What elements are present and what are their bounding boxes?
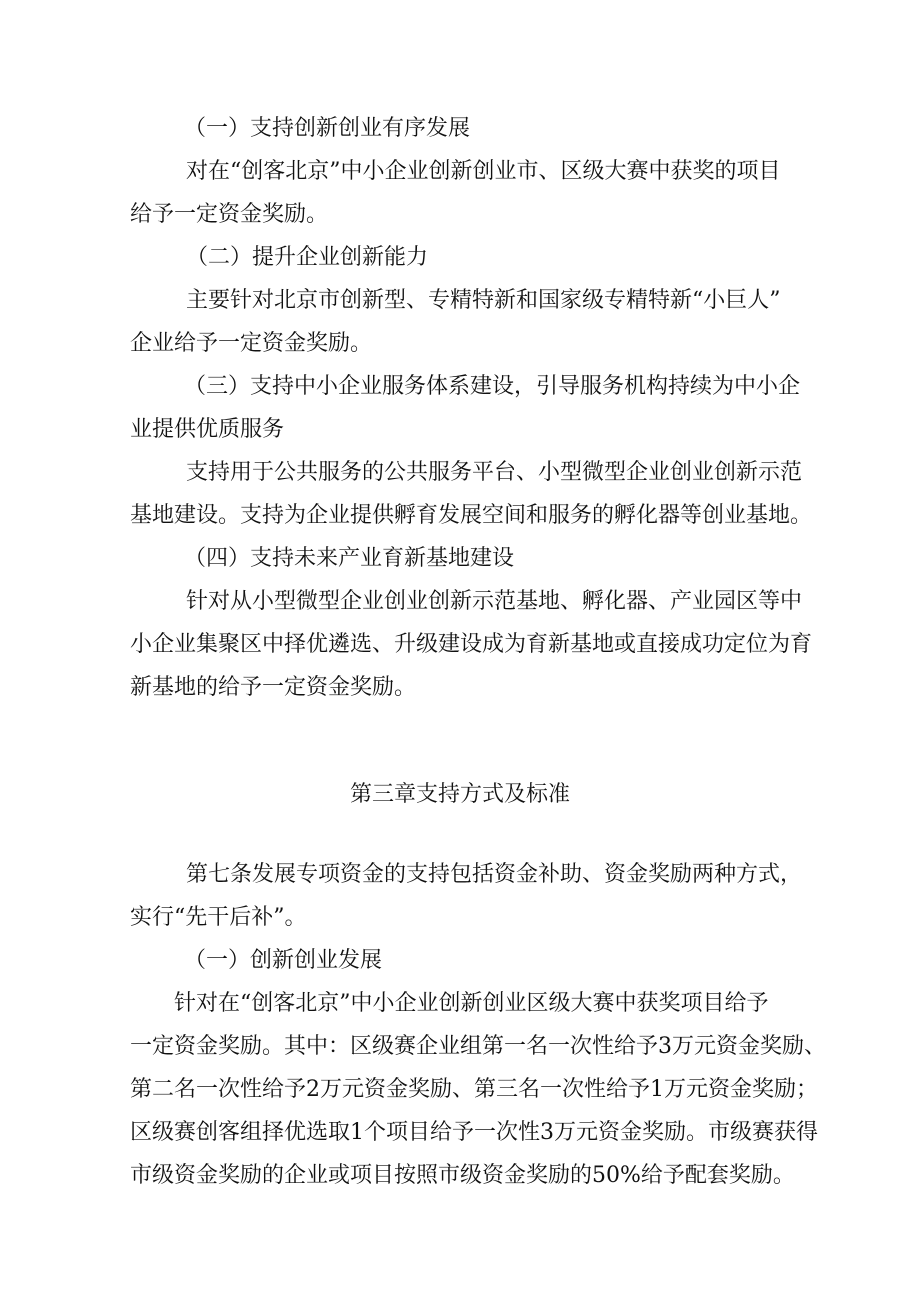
paragraph-line: 第二名一次性给予2万元资金奖励、第三名一次性给予1万元资金奖励； [130,1077,818,1102]
paragraph-line: 一定资金奖励。其中：区级赛企业组第一名一次性给予3万元资金奖励、 [130,1034,826,1059]
paragraph-line: 区级赛创客组择优选取1个项目给予一次性3万元资金奖励。市级赛获得 [130,1120,818,1145]
section-heading-2: （二）提升企业创新能力 [186,245,429,270]
paragraph-line: 针对在“创客北京”中小企业创新创业区级大赛中获奖项目给予 [174,991,769,1016]
paragraph-line: 针对从小型微型企业创业创新示范基地、孵化器、产业园区等中 [186,589,803,614]
section-heading-3: （三）支持中小企业服务体系建设，引导服务机构持续为中小企 [184,374,801,399]
paragraph-line: 市级资金奖励的企业或项目按照市级资金奖励的50%给予配套奖励。 [130,1163,795,1188]
paragraph-line: 基地建设。支持为企业提供孵育发展空间和服务的孵化器等创业基地。 [130,503,813,528]
article-line: 第七条发展专项资金的支持包括资金补助、资金奖励两种方式， [186,862,803,887]
paragraph-line: 给予一定资金奖励。 [130,202,329,227]
paragraph-line: 对在“创客北京”中小企业创新创业市、区级大赛中获奖的项目 [186,159,781,184]
paragraph-line: 支持用于公共服务的公共服务平台、小型微型企业创业创新示范 [186,460,803,485]
section-heading-innovation: （一）创新创业发展 [184,948,383,973]
chapter-title: 第三章支持方式及标准 [349,782,570,807]
paragraph-line: 企业给予一定资金奖励。 [130,331,373,356]
paragraph-line: 新基地的给予一定资金奖励。 [130,675,417,700]
section-heading-1: （一）支持创新创业有序发展 [184,116,471,141]
article-line: 实行“先干后补”。 [130,905,307,930]
section-heading-3-cont: 业提供优质服务 [130,417,285,442]
paragraph-line: 主要针对北京市创新型、专精特新和国家级专精特新“小巨人” [186,288,781,313]
paragraph-line: 小企业集聚区中择优遴选、升级建设成为育新基地或直接成功定位为育 [130,632,813,657]
section-heading-4: （四）支持未来产业育新基地建设 [184,546,515,571]
